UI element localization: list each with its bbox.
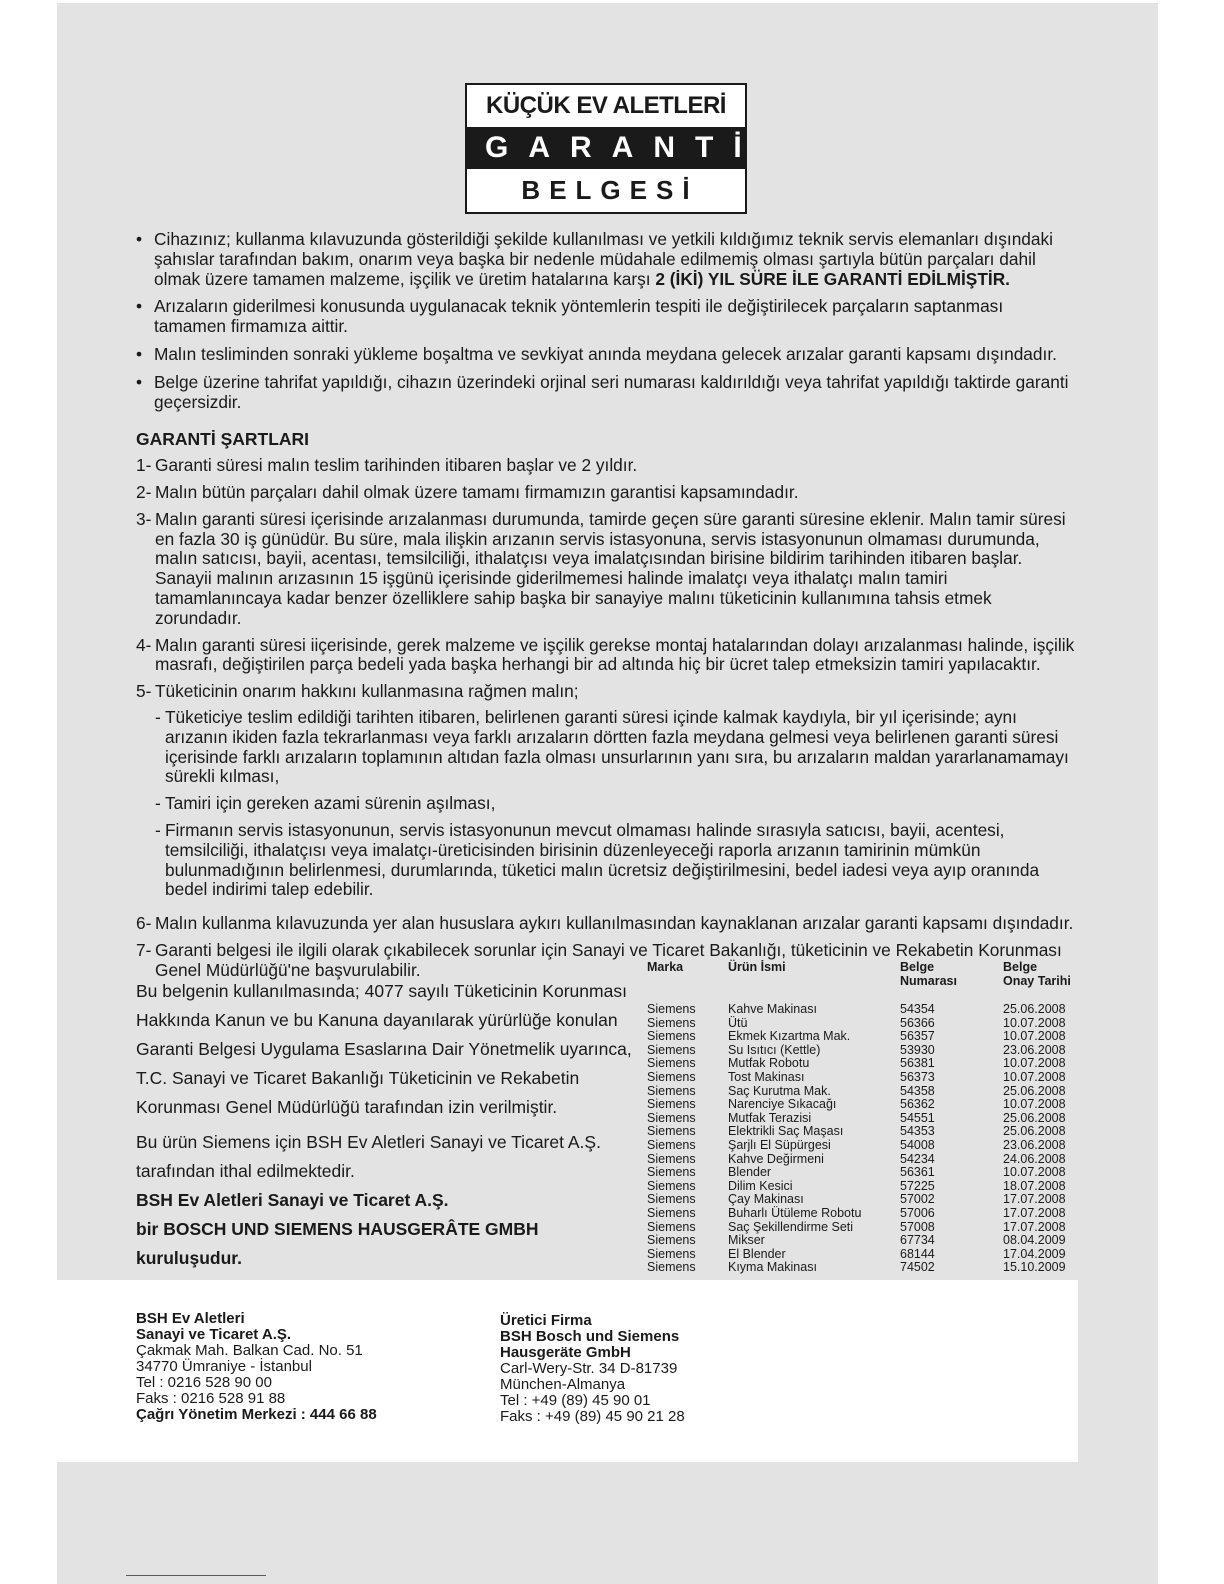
term-item: 6- Malın kullanma kılavuzunda yer alan hususlara aykırı kullanılmasından kaynaklanan arızalar garanti kapsamı dışındadır. <box>136 913 1074 934</box>
header-urun: Ürün İsmi <box>728 960 786 974</box>
cell-marka: Siemens <box>647 1110 696 1125</box>
bullet-item: • Malın tesliminden sonraki yükleme boşaltma ve sevkiyat anında meydana gelecek arızalar garanti kapsamı dışındadır. <box>136 345 1076 365</box>
table-row <box>647 1207 1087 1221</box>
cell-urun: Saç Kurutma Mak. <box>728 1083 831 1098</box>
term-5-subitems <box>155 708 1076 900</box>
address-bsh-turkey <box>136 1311 377 1423</box>
header-belge-no: Belge Numarası <box>900 960 957 988</box>
sub-item: - Firmanın servis istasyonunun, servis istasyonunun mevcut olmaması halinde sırasıyla satıcısı, bayii, acentesi, temsilciliği, ithalatçısı veya imalatçı-üreticisinden birisinin düzenleyeceği raporla arızanın tamirinin mümkün bulunmadığının belirlenmesi, durumlarında, tüketici malın ücretsiz değiştirilmesini, bedel iadesi veya ayıp oranında bedel indirimi talep edebilir. <box>155 819 1040 900</box>
intro-bullets <box>136 230 1076 412</box>
address-phone: Tel : 0216 528 90 00 <box>136 1374 272 1391</box>
cell-urun: Elektrikli Saç Maşası <box>728 1124 844 1139</box>
body-text <box>136 230 1076 988</box>
cell-marka: Siemens <box>647 1233 696 1248</box>
address-line: BSH Ev Aletleri <box>136 1310 245 1327</box>
cell-belge-no: 74502 <box>900 1260 935 1275</box>
product-table <box>647 961 1087 1275</box>
cell-onay-tarihi: 25.06.2008 <box>1003 1110 1066 1125</box>
table-body <box>647 1003 1087 1275</box>
cell-urun: Su Isıtıcı (Kettle) <box>728 1042 821 1057</box>
cell-onay-tarihi: 23.06.2008 <box>1003 1137 1066 1152</box>
cell-belge-no: 56381 <box>900 1056 935 1071</box>
legal-paragraph: Bu belgenin kullanılmasında; 4077 sayılı Tüketicinin Korunması Hakkında Kanun ve bu Kanuna dayanılarak yürürlüğe konulan Garanti Belgesi Uygulama Esaslarına Dair Yönetmelik uyarınca, T.C. Sanayi ve Ticaret Bakanlığı Tüketicinin ve Rekabetin Korunması Genel Müdürlüğü tarafından izin verilmiştir. <box>136 981 632 1117</box>
cell-urun: Buharlı Ütüleme Robotu <box>728 1205 862 1220</box>
cell-marka: Siemens <box>647 1124 696 1139</box>
address-line: Çakmak Mah. Balkan Cad. No. 51 <box>136 1342 363 1359</box>
cell-urun: Şarjlı El Süpürgesi <box>728 1137 831 1152</box>
cell-urun: Mutfak Terazisi <box>728 1110 812 1125</box>
cell-marka: Siemens <box>647 1015 696 1030</box>
header-marka: Marka <box>647 960 684 974</box>
cell-onay-tarihi: 10.07.2008 <box>1003 1165 1066 1180</box>
call-center: Çağrı Yönetim Merkezi : 444 66 88 <box>136 1406 377 1423</box>
sub-item: - Tamiri için gereken azami sürenin aşılması, <box>155 793 496 814</box>
cell-onay-tarihi: 25.06.2008 <box>1003 1002 1066 1016</box>
address-fax: Faks : 0216 528 91 88 <box>136 1390 286 1407</box>
cell-onay-tarihi: 10.07.2008 <box>1003 1097 1066 1112</box>
table-header <box>647 961 1087 1003</box>
table-row <box>647 1098 1087 1112</box>
table-row <box>647 1071 1087 1085</box>
cell-marka: Siemens <box>647 1002 696 1016</box>
table-row <box>647 1166 1087 1180</box>
cell-onay-tarihi: 17.07.2008 <box>1003 1205 1066 1220</box>
cell-belge-no: 68144 <box>900 1246 935 1261</box>
cell-marka: Siemens <box>647 1205 696 1220</box>
cell-urun: Dilim Kesici <box>728 1178 793 1193</box>
cell-belge-no: 57006 <box>900 1205 935 1220</box>
title-line-2: GARANTİ <box>467 127 745 169</box>
company-paragraph: BSH Ev Aletleri Sanayi ve Ticaret A.Ş. bir BOSCH UND SIEMENS HAUSGERÂTE GMBH kuruluşudur. <box>136 1190 539 1268</box>
term-item: 2- Malın bütün parçaları dahil olmak üzere tamamı firmamızın garantisi kapsamındadır. <box>136 481 799 502</box>
cell-belge-no: 54358 <box>900 1083 935 1098</box>
table-row <box>647 1139 1087 1153</box>
term-item: 3- Malın garanti süresi içerisinde arızalanması durumunda, tamirde geçen süre garanti süresine eklenir. Malın tamir süresi en fazla 30 iş günüdür. Bu süre, mala ilişkin arızanın servis istasyonuna, servis istasyonunun olmaması durumunda, malın satıcısı, bayii, acentası, temsilciliği, ithalatçısı veya imalatçısından birisine bildirim tarihinden itibaren başlar. Sanayii malının arızasının 15 işgünü içerisinde giderilmemesi halinde imalatçı veya ithalatçı malın tamiri tamamlanıncaya kadar benzer özelliklere sahip başka bir sanayiye malını tüketicinin kullanımına tahsis etmek zorundadır. <box>136 508 1066 628</box>
legal-notice <box>136 977 636 1273</box>
title-line-3: BELGESİ <box>521 175 699 205</box>
address-line: BSH Bosch und Siemens <box>500 1328 680 1345</box>
table-row <box>647 1030 1087 1044</box>
term-item: 7- Garanti belgesi ile ilgili olarak çıkabilecek sorunlar için Sanayi ve Ticaret Bakanlığı, tüketicinin ve Rekabetin Korunması Genel Müdürlüğü'ne başvurulabilir. <box>136 939 1062 980</box>
table-row <box>647 1057 1087 1071</box>
cell-onay-tarihi: 17.07.2008 <box>1003 1192 1066 1207</box>
cell-onay-tarihi: 10.07.2008 <box>1003 1015 1066 1030</box>
cell-belge-no: 56373 <box>900 1069 935 1084</box>
cell-urun: Kıyma Makinası <box>728 1260 817 1275</box>
footer-link-underline <box>126 1575 266 1576</box>
cell-belge-no: 56362 <box>900 1097 935 1112</box>
cell-onay-tarihi: 25.06.2008 <box>1003 1083 1066 1098</box>
address-line: 34770 Ümraniye - İstanbul <box>136 1358 312 1375</box>
cell-belge-no: 54551 <box>900 1110 935 1125</box>
term-item: 5- Tüketicinin onarım hakkını kullanmasına rağmen malın; - Tüketiciye teslim edildiği tarihten itibaren, belirlenen garanti süresi içinde kalmak kaydıyla, bir yıl içerisinde; aynı arızanın ikiden fazla tekrarlanması veya farklı arızaların dörtten fazla meydana gelmesi veya belirlenen garanti süresi içerisinde farklı arızaların toplamının altıdan fazla olması unsurlarının yanı sıra, bu arızaların maldan yararlanamamayı sürekli kılması, - Tamiri için gereken azami sürenin aşılması, - Firmanın servis istasyonunun, servis istasyonunun mevcut olmaması halinde sırasıyla satıcısı, bayii, acentesi, temsilciliği, ithalatçısı veya imalatçı-üreticisinden birisinin düzenleyeceği raporla arızanın tamirinin mümkün bulunmadığının belirlenmesi, durumlarında, tüketici malın ücretsiz değiştirilmesini, bedel iadesi veya ayıp oranında bedel indirimi talep edebilir. <box>136 682 1076 907</box>
address-line: Carl-Wery-Str. 34 D-81739 <box>500 1360 678 1377</box>
cell-belge-no: 54234 <box>900 1151 935 1166</box>
cell-onay-tarihi: 17.07.2008 <box>1003 1219 1066 1234</box>
cell-onay-tarihi: 24.06.2008 <box>1003 1151 1066 1166</box>
table-row <box>647 1153 1087 1167</box>
table-row <box>647 1261 1087 1275</box>
terms-list <box>136 456 1076 980</box>
cell-onay-tarihi: 25.06.2008 <box>1003 1124 1066 1139</box>
cell-onay-tarihi: 10.07.2008 <box>1003 1056 1066 1071</box>
cell-marka: Siemens <box>647 1260 696 1275</box>
table-row <box>647 1248 1087 1262</box>
cell-onay-tarihi: 15.10.2009 <box>1003 1260 1066 1275</box>
cell-belge-no: 67734 <box>900 1233 935 1248</box>
header-onay-tarihi: Belge Onay Tarihi <box>1003 960 1071 988</box>
cell-marka: Siemens <box>647 1219 696 1234</box>
address-manufacturer <box>500 1313 685 1425</box>
cell-urun: Blender <box>728 1165 772 1180</box>
cell-belge-no: 54354 <box>900 1002 935 1016</box>
title-line-1: KÜÇÜK EV ALETLERİ <box>486 92 726 119</box>
cell-onay-tarihi: 10.07.2008 <box>1003 1029 1066 1044</box>
table-row <box>647 1085 1087 1099</box>
cell-marka: Siemens <box>647 1069 696 1084</box>
cell-urun: Narenciye Sıkacağı <box>728 1097 837 1112</box>
cell-urun: Tost Makinası <box>728 1069 805 1084</box>
cell-urun: Kahve Makinası <box>728 1002 817 1016</box>
cell-urun: Mutfak Robotu <box>728 1056 810 1071</box>
cell-marka: Siemens <box>647 1246 696 1261</box>
cell-marka: Siemens <box>647 1178 696 1193</box>
table-row <box>647 1044 1087 1058</box>
table-row <box>647 1125 1087 1139</box>
cell-marka: Siemens <box>647 1097 696 1112</box>
cell-belge-no: 56361 <box>900 1165 935 1180</box>
cell-marka: Siemens <box>647 1192 696 1207</box>
cell-belge-no: 56357 <box>900 1029 935 1044</box>
cell-onay-tarihi: 08.04.2009 <box>1003 1233 1066 1248</box>
term-item: 4- Malın garanti süresi iiçerisinde, gerek malzeme ve işçilik gerekse montaj hatalarından dolayı arızalanması halinde, işçilik masrafı, değiştirilen parça bedeli yada başka herhangi bir ad altında hiç bir ücret talep etmeksizin tamiri yapılacaktır. <box>136 634 1075 675</box>
table-row <box>647 1221 1087 1235</box>
address-fax: Faks : +49 (89) 45 90 21 28 <box>500 1408 685 1425</box>
cell-marka: Siemens <box>647 1042 696 1057</box>
cell-marka: Siemens <box>647 1056 696 1071</box>
import-paragraph: Bu ürün Siemens için BSH Ev Aletleri Sanayi ve Ticaret A.Ş. tarafından ithal edilmektedir. <box>136 1132 601 1181</box>
table-row <box>647 1017 1087 1031</box>
cell-belge-no: 57225 <box>900 1178 935 1193</box>
term-item: 1- Garanti süresi malın teslim tarihinden itibaren başlar ve 2 yıldır. <box>136 455 638 476</box>
address-line: Üretici Firma <box>500 1312 592 1329</box>
cell-belge-no: 57008 <box>900 1219 935 1234</box>
table-row <box>647 1193 1087 1207</box>
bullet-item: • Belge üzerine tahrifat yapıldığı, cihazın üzerindeki orjinal seri numarası kaldırıldığı veya tahrifat yapıldığı taktirde garanti geçersizdir. <box>136 373 1076 413</box>
cell-belge-no: 53930 <box>900 1042 935 1057</box>
cell-belge-no: 54353 <box>900 1124 935 1139</box>
cell-urun: Mikser <box>728 1233 765 1248</box>
cell-urun: Ekmek Kızartma Mak. <box>728 1029 851 1044</box>
table-row <box>647 1180 1087 1194</box>
address-phone: Tel : +49 (89) 45 90 01 <box>500 1392 651 1409</box>
cell-marka: Siemens <box>647 1083 696 1098</box>
cell-onay-tarihi: 23.06.2008 <box>1003 1042 1066 1057</box>
cell-marka: Siemens <box>647 1137 696 1152</box>
cell-belge-no: 57002 <box>900 1192 935 1207</box>
bullet-item: • Cihazınız; kullanma kılavuzunda gösterildiği şekilde kullanılması ve yetkili kıldığımız teknik servis elemanları dışındaki şahıslar tarafından bakım, onarım veya başka bir nedenle müdahale edilmemiş olması şartıyla bütün parçaları dahil olmak üzere tamamen malzeme, işçilik ve üretim hatalarına karşı 2 (İKİ) YIL SÜRE İLE GARANTİ EDİLMİŞTİR. <box>136 230 1076 289</box>
cell-urun: Kahve Değirmeni <box>728 1151 824 1166</box>
cell-onay-tarihi: 10.07.2008 <box>1003 1069 1066 1084</box>
cell-belge-no: 56366 <box>900 1015 935 1030</box>
cell-urun: Ütü <box>728 1015 748 1030</box>
address-line: Hausgeräte GmbH <box>500 1344 631 1361</box>
address-line: Sanayi ve Ticaret A.Ş. <box>136 1326 292 1343</box>
table-row <box>647 1234 1087 1248</box>
address-line: München-Almanya <box>500 1376 626 1393</box>
bullet-item: • Arızaların giderilmesi konusunda uygulanacak teknik yöntemlerin tespiti ile değiştirilecek parçaların saptanması tamamen firmamıza aittir. <box>136 297 1076 337</box>
cell-belge-no: 54008 <box>900 1137 935 1152</box>
sub-item: - Tüketiciye teslim edildiği tarihten itibaren, belirlenen garanti süresi içinde kalmak kaydıyla, bir yıl içerisinde; aynı arızanın ikiden fazla tekrarlanması veya farklı arızaların dörtten fazla meydana gelmesi veya belirlenen garanti süresi içerisinde farklı arızaların toplamının altıdan fazla olması unsurlarının yanı sıra, bu arızaların maldan yararlanamamayı sürekli kılması, <box>155 706 1069 787</box>
section-title: GARANTİ ŞARTLARI <box>136 429 310 450</box>
cell-marka: Siemens <box>647 1029 696 1044</box>
cell-urun: El Blender <box>728 1246 786 1261</box>
cell-onay-tarihi: 18.07.2008 <box>1003 1178 1066 1193</box>
cell-onay-tarihi: 17.04.2009 <box>1003 1246 1066 1261</box>
cell-urun: Çay Makinası <box>728 1192 804 1207</box>
cell-marka: Siemens <box>647 1165 696 1180</box>
title-box <box>465 83 762 214</box>
cell-urun: Saç Şekillendirme Seti <box>728 1219 854 1234</box>
table-row <box>647 1112 1087 1126</box>
cell-marka: Siemens <box>647 1151 696 1166</box>
table-row <box>647 1003 1087 1017</box>
